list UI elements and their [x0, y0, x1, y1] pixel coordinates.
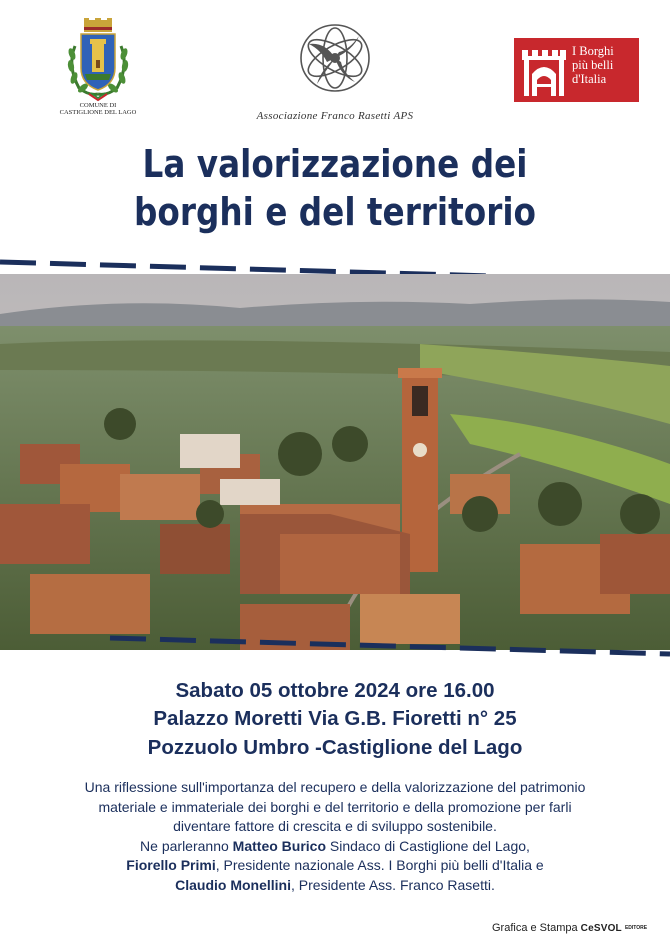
speaker-name-2: Fiorello Primi — [126, 857, 216, 873]
castle-tower-icon — [520, 44, 568, 98]
speaker-role-2: , Presidente nazionale Ass. I Borghi più belli d'Italia e — [215, 857, 544, 873]
description-line6 — [20, 876, 650, 896]
description-line4 — [20, 837, 650, 857]
borghi-text-line3: d'Italia — [572, 72, 607, 86]
municipal-crest-icon — [63, 16, 133, 102]
borghi-text-line1: I Borghi — [572, 44, 614, 58]
cesvol-logo: CeSVOL — [580, 923, 622, 934]
description-line5 — [20, 856, 650, 876]
associazione-logo — [235, 20, 435, 130]
bottom-dashed-separator — [0, 628, 670, 662]
comune-caption-line2: CASTIGLIONE DEL LAGO — [59, 109, 137, 116]
description-line3: diventare fattore di crescita e di sviluppo sostenibile. — [173, 818, 497, 834]
speaker-role-1: Sindaco di Castiglione del Lago, — [326, 837, 530, 854]
event-date-time: Sabato 05 ottobre 2024 ore 16.00 — [175, 679, 495, 702]
event-town: Pozzuolo Umbro -Castiglione del Lago — [147, 736, 523, 759]
description-line1: Una riflessione sull'importanza del recupero e della valorizzazione del patrimonio — [84, 779, 586, 795]
cesvol-editore: EDITORE — [624, 925, 648, 932]
speaker-name-1: Matteo Burico — [232, 837, 327, 854]
comune-logo — [58, 16, 138, 126]
borghi-text-line2: più belli — [572, 58, 614, 72]
description-line2: materiale e immateriale dei borghi e del territorio e della promozione per farli — [98, 798, 572, 815]
atom-spiral-logo-icon — [295, 20, 375, 96]
aerial-village-photo — [0, 274, 670, 650]
associazione-name: Associazione Franco Rasetti APS — [256, 110, 414, 122]
event-venue: Palazzo Moretti Via G.B. Fioretti n° 25 — [153, 707, 517, 730]
page-title — [81, 140, 588, 236]
speakers-intro: Ne parleranno — [140, 837, 233, 854]
speaker-role-3: , Presidente Ass. Franco Rasetti. — [291, 876, 495, 893]
print-credits — [492, 922, 647, 934]
borghi-logo — [514, 38, 639, 102]
event-description — [20, 778, 650, 895]
credits-label: Grafica e Stampa — [492, 922, 578, 934]
comune-caption-line1: COMUNE DI — [79, 102, 117, 109]
title-line2: borghi e del territorio — [134, 190, 536, 234]
speaker-name-3: Claudio Monellini — [175, 876, 291, 893]
title-line1: La valorizzazione dei — [142, 142, 528, 186]
